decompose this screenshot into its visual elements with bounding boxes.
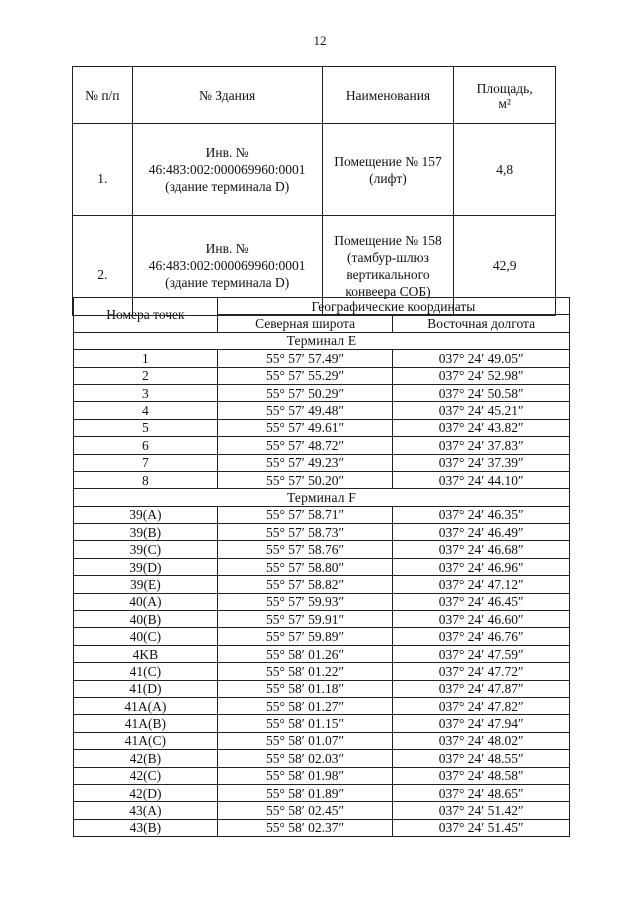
east-longitude: 037° 24′ 47.87″ — [393, 680, 570, 697]
premises-name: Помещение № 158 (тамбур-шлюз вертикального конвеера СОБ) — [322, 216, 454, 316]
north-latitude: 55° 58′ 01.07″ — [217, 732, 393, 749]
coordinate-row — [74, 367, 570, 384]
coordinate-row — [74, 454, 570, 471]
north-latitude: 55° 58′ 02.03″ — [217, 750, 393, 767]
east-longitude: 037° 24′ 51.42″ — [393, 802, 570, 819]
header-points: Номера точек — [74, 298, 218, 333]
east-longitude: 037° 24′ 37.83″ — [393, 437, 570, 454]
coordinate-row — [74, 593, 570, 610]
header-num: № п/п — [73, 67, 133, 124]
point-id: 5 — [74, 419, 218, 436]
north-latitude: 55° 57′ 59.89″ — [217, 628, 393, 645]
east-longitude: 037° 24′ 47.72″ — [393, 663, 570, 680]
north-latitude: 55° 57′ 58.71″ — [217, 506, 393, 523]
coordinate-row — [74, 680, 570, 697]
east-longitude: 037° 24′ 46.49″ — [393, 524, 570, 541]
east-longitude: 037° 24′ 46.60″ — [393, 611, 570, 628]
page-number: 12 — [313, 33, 327, 48]
east-longitude: 037° 24′ 45.21″ — [393, 402, 570, 419]
coordinate-row — [74, 750, 570, 767]
east-longitude: 037° 24′ 37.39″ — [393, 454, 570, 471]
east-longitude: 037° 24′ 52.98″ — [393, 367, 570, 384]
coordinate-row — [74, 819, 570, 836]
north-latitude: 55° 58′ 01.27″ — [217, 697, 393, 714]
coordinate-row — [74, 767, 570, 784]
header-area: Площадь, м² — [454, 67, 556, 124]
point-id: 41A(B) — [74, 715, 218, 732]
point-id: 3 — [74, 384, 218, 401]
north-latitude: 55° 58′ 01.22″ — [217, 663, 393, 680]
coordinates-header-row — [74, 298, 570, 315]
point-id: 41A(A) — [74, 697, 218, 714]
east-longitude: 037° 24′ 46.96″ — [393, 558, 570, 575]
east-longitude: 037° 24′ 46.35″ — [393, 506, 570, 523]
north-latitude: 55° 58′ 01.18″ — [217, 680, 393, 697]
point-id: 39(A) — [74, 506, 218, 523]
north-latitude: 55° 57′ 49.61″ — [217, 419, 393, 436]
east-longitude: 037° 24′ 50.58″ — [393, 384, 570, 401]
north-latitude: 55° 58′ 01.15″ — [217, 715, 393, 732]
north-latitude: 55° 57′ 57.49″ — [217, 350, 393, 367]
point-id: 1 — [74, 350, 218, 367]
coordinate-row — [74, 715, 570, 732]
coordinate-row — [74, 419, 570, 436]
premises-row — [73, 124, 556, 216]
east-longitude: 037° 24′ 46.45″ — [393, 593, 570, 610]
north-latitude: 55° 57′ 50.29″ — [217, 384, 393, 401]
point-id: 42(C) — [74, 767, 218, 784]
north-latitude: 55° 58′ 02.37″ — [217, 819, 393, 836]
point-id: 41(D) — [74, 680, 218, 697]
point-id: 4 — [74, 402, 218, 419]
east-longitude: 037° 24′ 47.12″ — [393, 576, 570, 593]
north-latitude: 55° 57′ 58.80″ — [217, 558, 393, 575]
point-id: 4KB — [74, 645, 218, 662]
point-id: 43(B) — [74, 819, 218, 836]
north-latitude: 55° 58′ 01.26″ — [217, 645, 393, 662]
header-geo: Географические координаты — [217, 298, 569, 315]
coordinate-row — [74, 732, 570, 749]
east-longitude: 037° 24′ 46.68″ — [393, 541, 570, 558]
east-longitude: 037° 24′ 49.05″ — [393, 350, 570, 367]
north-latitude: 55° 57′ 58.82″ — [217, 576, 393, 593]
point-id: 40(A) — [74, 593, 218, 610]
point-id: 7 — [74, 454, 218, 471]
point-id: 41(C) — [74, 663, 218, 680]
premises-header-row — [73, 67, 556, 124]
point-id: 42(B) — [74, 750, 218, 767]
section-row — [74, 489, 570, 506]
point-id: 39(B) — [74, 524, 218, 541]
coordinate-row — [74, 350, 570, 367]
section-title: Терминал F — [74, 489, 570, 506]
east-longitude: 037° 24′ 47.94″ — [393, 715, 570, 732]
point-id: 40(B) — [74, 611, 218, 628]
point-id: 39(C) — [74, 541, 218, 558]
point-id: 39(D) — [74, 558, 218, 575]
point-id: 6 — [74, 437, 218, 454]
east-longitude: 037° 24′ 47.59″ — [393, 645, 570, 662]
east-longitude: 037° 24′ 47.82″ — [393, 697, 570, 714]
header-north: Северная широта — [217, 315, 393, 332]
coordinate-row — [74, 558, 570, 575]
north-latitude: 55° 57′ 59.93″ — [217, 593, 393, 610]
section-title: Терминал E — [74, 332, 570, 349]
point-id: 43(A) — [74, 802, 218, 819]
premises-table — [72, 66, 556, 316]
premises-name: Помещение № 157 (лифт) — [322, 124, 454, 216]
premises-area: 4,8 — [454, 124, 556, 216]
north-latitude: 55° 57′ 49.48″ — [217, 402, 393, 419]
north-latitude: 55° 57′ 50.20″ — [217, 471, 393, 488]
east-longitude: 037° 24′ 43.82″ — [393, 419, 570, 436]
coordinates-body — [74, 332, 570, 836]
east-longitude: 037° 24′ 48.55″ — [393, 750, 570, 767]
premises-area: 42,9 — [454, 216, 556, 316]
coordinates-table — [73, 297, 570, 837]
header-name: Наименования — [322, 67, 454, 124]
coordinate-row — [74, 437, 570, 454]
north-latitude: 55° 57′ 58.73″ — [217, 524, 393, 541]
east-longitude: 037° 24′ 48.58″ — [393, 767, 570, 784]
north-latitude: 55° 58′ 02.45″ — [217, 802, 393, 819]
header-building: № Здания — [132, 67, 322, 124]
coordinate-row — [74, 784, 570, 801]
east-longitude: 037° 24′ 48.02″ — [393, 732, 570, 749]
coordinate-row — [74, 645, 570, 662]
coordinate-row — [74, 802, 570, 819]
north-latitude: 55° 57′ 55.29″ — [217, 367, 393, 384]
coordinate-row — [74, 524, 570, 541]
north-latitude: 55° 57′ 58.76″ — [217, 541, 393, 558]
north-latitude: 55° 57′ 49.23″ — [217, 454, 393, 471]
coordinate-row — [74, 663, 570, 680]
premises-num: 2. — [73, 216, 133, 316]
coordinate-row — [74, 471, 570, 488]
coordinate-row — [74, 541, 570, 558]
north-latitude: 55° 58′ 01.89″ — [217, 784, 393, 801]
east-longitude: 037° 24′ 51.45″ — [393, 819, 570, 836]
point-id: 40(C) — [74, 628, 218, 645]
east-longitude: 037° 24′ 46.76″ — [393, 628, 570, 645]
east-longitude: 037° 24′ 44.10″ — [393, 471, 570, 488]
coordinate-row — [74, 576, 570, 593]
header-east: Восточная долгота — [393, 315, 570, 332]
north-latitude: 55° 57′ 59.91″ — [217, 611, 393, 628]
north-latitude: 55° 57′ 48.72″ — [217, 437, 393, 454]
coordinate-row — [74, 402, 570, 419]
coordinate-row — [74, 384, 570, 401]
premises-num: 1. — [73, 124, 133, 216]
coordinate-row — [74, 611, 570, 628]
point-id: 8 — [74, 471, 218, 488]
point-id: 41A(C) — [74, 732, 218, 749]
east-longitude: 037° 24′ 48.65″ — [393, 784, 570, 801]
point-id: 39(E) — [74, 576, 218, 593]
north-latitude: 55° 58′ 01.98″ — [217, 767, 393, 784]
premises-building: Инв. № 46:483:002:000069960:0001 (здание терминала D) — [132, 124, 322, 216]
coordinate-row — [74, 506, 570, 523]
coordinate-row — [74, 628, 570, 645]
section-row — [74, 332, 570, 349]
point-id: 42(D) — [74, 784, 218, 801]
premises-building: Инв. № 46:483:002:000069960:0001 (здание терминала D) — [132, 216, 322, 316]
point-id: 2 — [74, 367, 218, 384]
coordinate-row — [74, 697, 570, 714]
